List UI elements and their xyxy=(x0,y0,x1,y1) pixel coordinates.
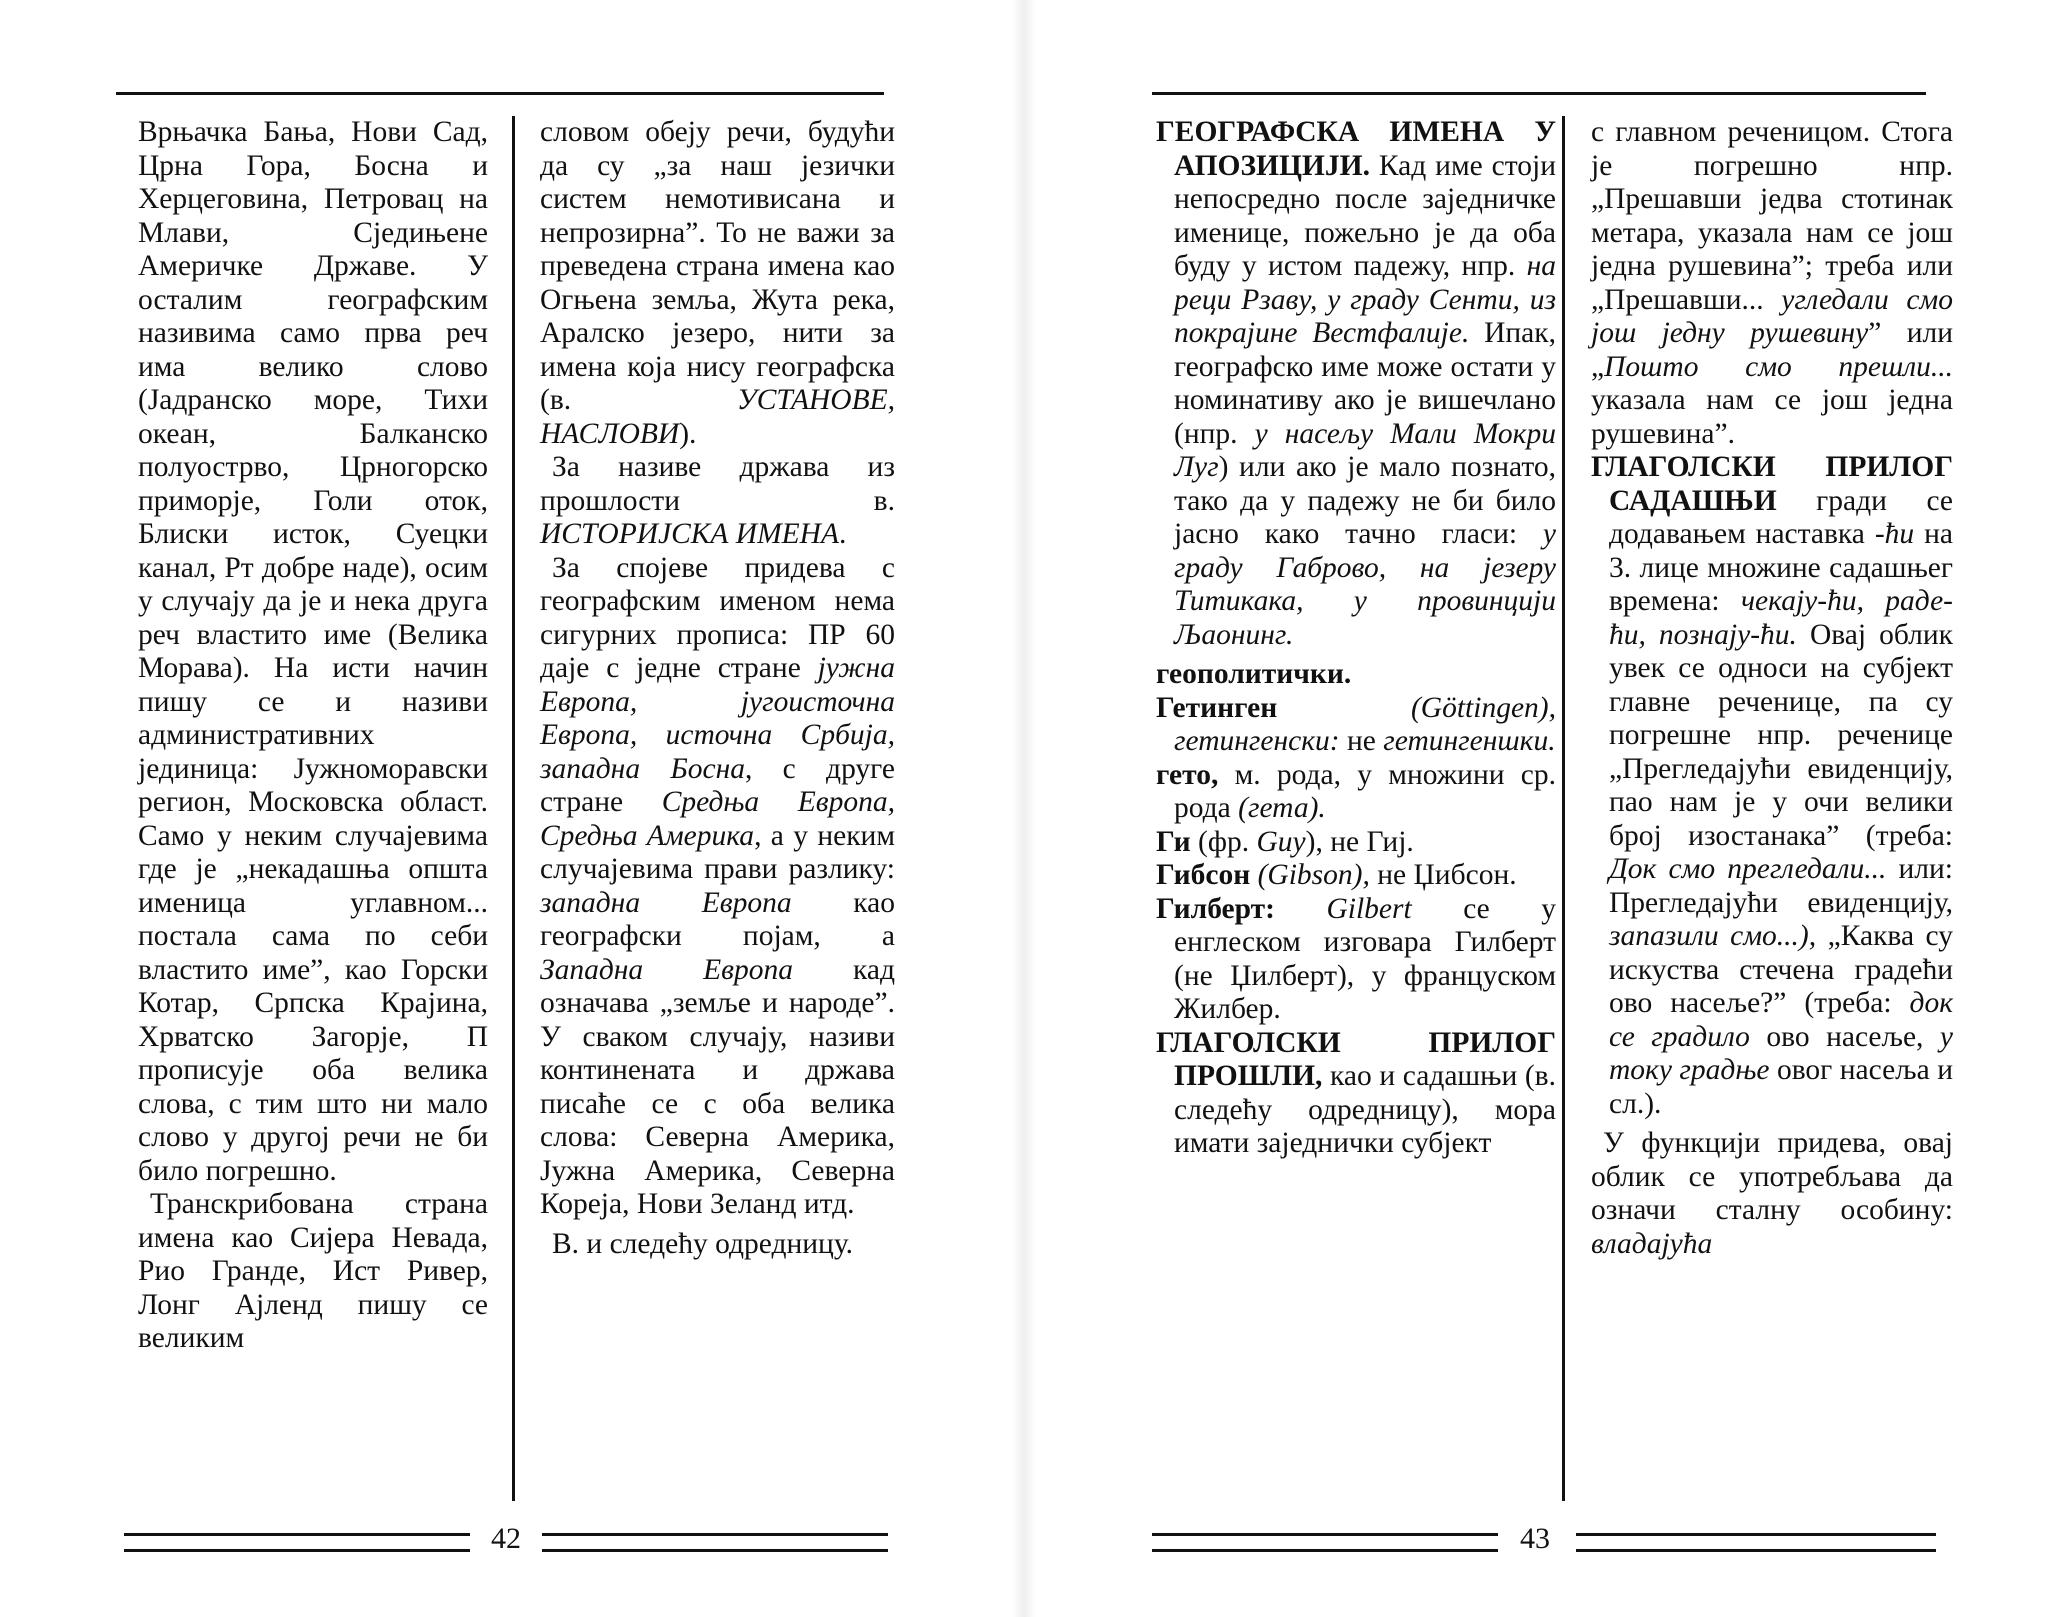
dictionary-entry xyxy=(1156,658,1556,692)
paragraph: Врњачка Бања, Нови Сад, Црна Гора, Босна и Херцеговина, Петровац на Млави, Сједињене Америчке Државе. У осталим географским називима само прва реч има велико слово (Јадранско море, Тихи океан, Балканско полуострво, Црногорско приморје, Голи оток, Блиски исток, Суецки канал, Рт добре наде), осим у случају да је и нека друга реч властито име (Велика Морава). На исти начин пишу се и називи административних јединица: Јужноморавски регион, Московска област. Само у неким случајевима где је „некадашња општа именица углавном... постала сама по себи властито име”, као Горски Котар, Српска Крајина, Хрватско Загорје, П прописује оба велика слова, с тим што ни мало слово у другој речи не би било погрешно. xyxy=(138,116,488,1187)
dictionary-entry xyxy=(1591,451,1953,1121)
dictionary-entry xyxy=(1156,759,1556,826)
cross-reference: ИСТОРИЈСКА ИМЕНА xyxy=(540,518,839,550)
example: јужна Европа, југоисточна Европа, источна Србија, западна Босна xyxy=(540,652,895,785)
entry-headword: ГЛАГОЛСКИ ПРИЛОГ ПРОШЛИ, xyxy=(1156,1026,1556,1092)
book-gutter xyxy=(1012,0,1036,1617)
entry-headword: ГЕОГРАФСКА ИМЕНА У АПОЗИЦИЈИ. xyxy=(1156,116,1556,182)
dictionary-entry xyxy=(1156,1027,1556,1161)
paragraph: В. и следећу одредницу. xyxy=(552,1227,853,1260)
text: словом обеју речи, будући да су „за наш језички систем немотивисана и непрозирна”. То не важи за преведена страна имена као Огњена земља, Жута река, Аралско језеро, нити за имена која нису географска (в. xyxy=(540,116,895,416)
left-page xyxy=(0,0,1012,1617)
column-rule xyxy=(1562,116,1565,1501)
text: , а у неким случајевима прави разлику: xyxy=(540,819,895,885)
example: гетингенски: xyxy=(1174,725,1340,757)
right-page-column-2 xyxy=(1591,116,1953,1261)
paragraph xyxy=(1591,116,1953,451)
text: не xyxy=(1339,725,1384,757)
example: (гета). xyxy=(1238,792,1326,824)
top-rule xyxy=(1152,92,1926,95)
entry-headword: гето, xyxy=(1156,758,1219,791)
entry-headword: Ги xyxy=(1156,825,1191,858)
example: док се градило xyxy=(1609,987,1953,1053)
text: За називе држава из прошлости в. xyxy=(540,451,895,517)
entry-headword: ГЛАГОЛСКИ ПРИЛОГ САДАШЊИ xyxy=(1591,451,1953,517)
text: као и садашњи (в. следећу одредницу), мора имати заједнички субјект xyxy=(1174,1060,1556,1159)
example: (Göttingen), xyxy=(1277,691,1556,724)
page-number: 42 xyxy=(491,1522,521,1555)
entry-headword: геополитички. xyxy=(1156,658,1352,690)
text: У функцији придева, овај облик се употребљава да означи сталну особину: xyxy=(1591,1127,1953,1226)
text: (фр. xyxy=(1190,825,1257,858)
right-page xyxy=(1036,0,2048,1617)
text xyxy=(1275,893,1327,925)
right-page-column-1 xyxy=(1156,116,1556,1161)
top-rule xyxy=(116,92,884,95)
text: ). xyxy=(679,417,697,450)
page-number: 43 xyxy=(1520,1522,1550,1555)
entry-headword: Гилберт: xyxy=(1156,892,1275,925)
paragraph xyxy=(1591,1127,1953,1261)
dictionary-entry xyxy=(1156,826,1556,860)
text: или: Прегледајући евиденцију, xyxy=(1609,853,1953,919)
text: на 3. лице множине садашњег времена: xyxy=(1609,518,1953,617)
text: овог насеља и сл.). xyxy=(1609,1054,1953,1120)
example: Пошто смо прешли... xyxy=(1604,350,1953,383)
text: се у енглеском изговара Гилберт (не Џилберт), у француском Жилбер. xyxy=(1174,892,1556,1025)
example: у току градње xyxy=(1609,1020,1953,1086)
dictionary-entry xyxy=(1156,692,1556,759)
example: угледали смо још једну рушевину xyxy=(1591,283,1953,349)
dictionary-entry xyxy=(1156,859,1556,893)
footer-rule xyxy=(124,1533,470,1552)
text: ово насеље, xyxy=(1749,1020,1940,1053)
text: За спојеве придева с географским именом нема сигурних прописа: ПР 60 даје с једне стране xyxy=(540,551,895,684)
left-page-column-1 xyxy=(138,116,488,1356)
example: Средња Европа, Средња Америка xyxy=(540,786,895,852)
text: као географски појам, а xyxy=(540,886,895,952)
example: Западна Европа xyxy=(540,953,793,986)
example: Gilbert xyxy=(1326,892,1412,925)
text: гради се додавањем наставка xyxy=(1609,484,1953,550)
text: ) или ако је мало познато, тако да у падежу не би било јасно како тачно гласи: xyxy=(1174,451,1556,550)
example: Guy xyxy=(1256,825,1306,858)
example: чекају-ћи, раде-ћи, познају-ћи. xyxy=(1609,585,1953,651)
footer-rule xyxy=(1152,1533,1498,1552)
text: Овај облик увек се односи на субјект главне реченице, па су погрешне нпр. реченице „Прегледајући евиденцију, пао нам је у очи велики број изостанака” (треба: xyxy=(1609,618,1954,852)
text xyxy=(1250,859,1257,891)
left-page-column-2 xyxy=(540,116,895,1261)
footer-rule xyxy=(1576,1533,1936,1552)
text: ), не Гиј. xyxy=(1305,825,1414,858)
paragraph: Транскрибована страна имена као Сијера Невада, Рио Гранде, Ист Ривер, Лонг Ајленд пишу се великим xyxy=(138,1188,488,1354)
text: „Каква су искуства стечена градећи ово насеље?” (треба: xyxy=(1609,920,1953,1019)
text: . xyxy=(839,518,847,550)
example: Док смо прегледали... xyxy=(1609,853,1887,885)
dictionary-entry xyxy=(1156,893,1556,1027)
entry-headword: Гетинген xyxy=(1156,691,1278,724)
example: гетингеншки. xyxy=(1383,725,1556,757)
cross-reference: УСТАНОВЕ, НАСЛОВИ xyxy=(540,384,895,450)
example: у граду Габрово, на језеру Титикака, у провинцији Љаонинг. xyxy=(1174,518,1556,651)
example: у насељу Мали Мокри Луг xyxy=(1174,417,1556,483)
column-rule xyxy=(512,116,515,1501)
text: Кад име стоји непосредно после заједничке именице, пожељно је да оба буду у истом падежу, нпр. xyxy=(1174,149,1556,282)
text: кад означава „земље и народе”. У сваком случају, називи континената и држава писаће се с оба велика слова: Северна Америка, Јужна Америка, Северна Кореја, Нови Зеланд итд. xyxy=(540,953,895,1220)
paragraph xyxy=(540,552,895,1222)
example: -ћи xyxy=(1874,518,1915,550)
text: ” или „ xyxy=(1591,317,1953,383)
text: , с друге стране xyxy=(540,752,895,818)
text: м. рода, у множини ср. рода xyxy=(1174,758,1556,824)
paragraph xyxy=(540,116,895,451)
footer-rule xyxy=(542,1533,888,1552)
example: запазили смо...), xyxy=(1609,920,1817,952)
example: западна Европа xyxy=(540,886,792,919)
paragraph xyxy=(540,451,895,552)
dictionary-entry xyxy=(1156,116,1556,652)
example: (Gibson), xyxy=(1257,859,1370,891)
text: не Џибсон. xyxy=(1369,859,1517,891)
entry-headword: Гибсон xyxy=(1156,859,1251,891)
example: на реци Рзаву, у граду Сенти, из покрајине Вестфалије. xyxy=(1174,250,1556,349)
text: Ипак, географско име може остати у номинативу ако је вишечлано (нпр. xyxy=(1174,317,1556,450)
example: владајућа xyxy=(1591,1227,1713,1260)
text: с главном реченицом. Стога је погрешно нпр. „Прешавши једва стотинак метара, указала нам се још једна рушевина”; треба или „Прешавши... xyxy=(1591,116,1953,316)
text: указала нам се још једна рушевина”. xyxy=(1591,384,1953,450)
